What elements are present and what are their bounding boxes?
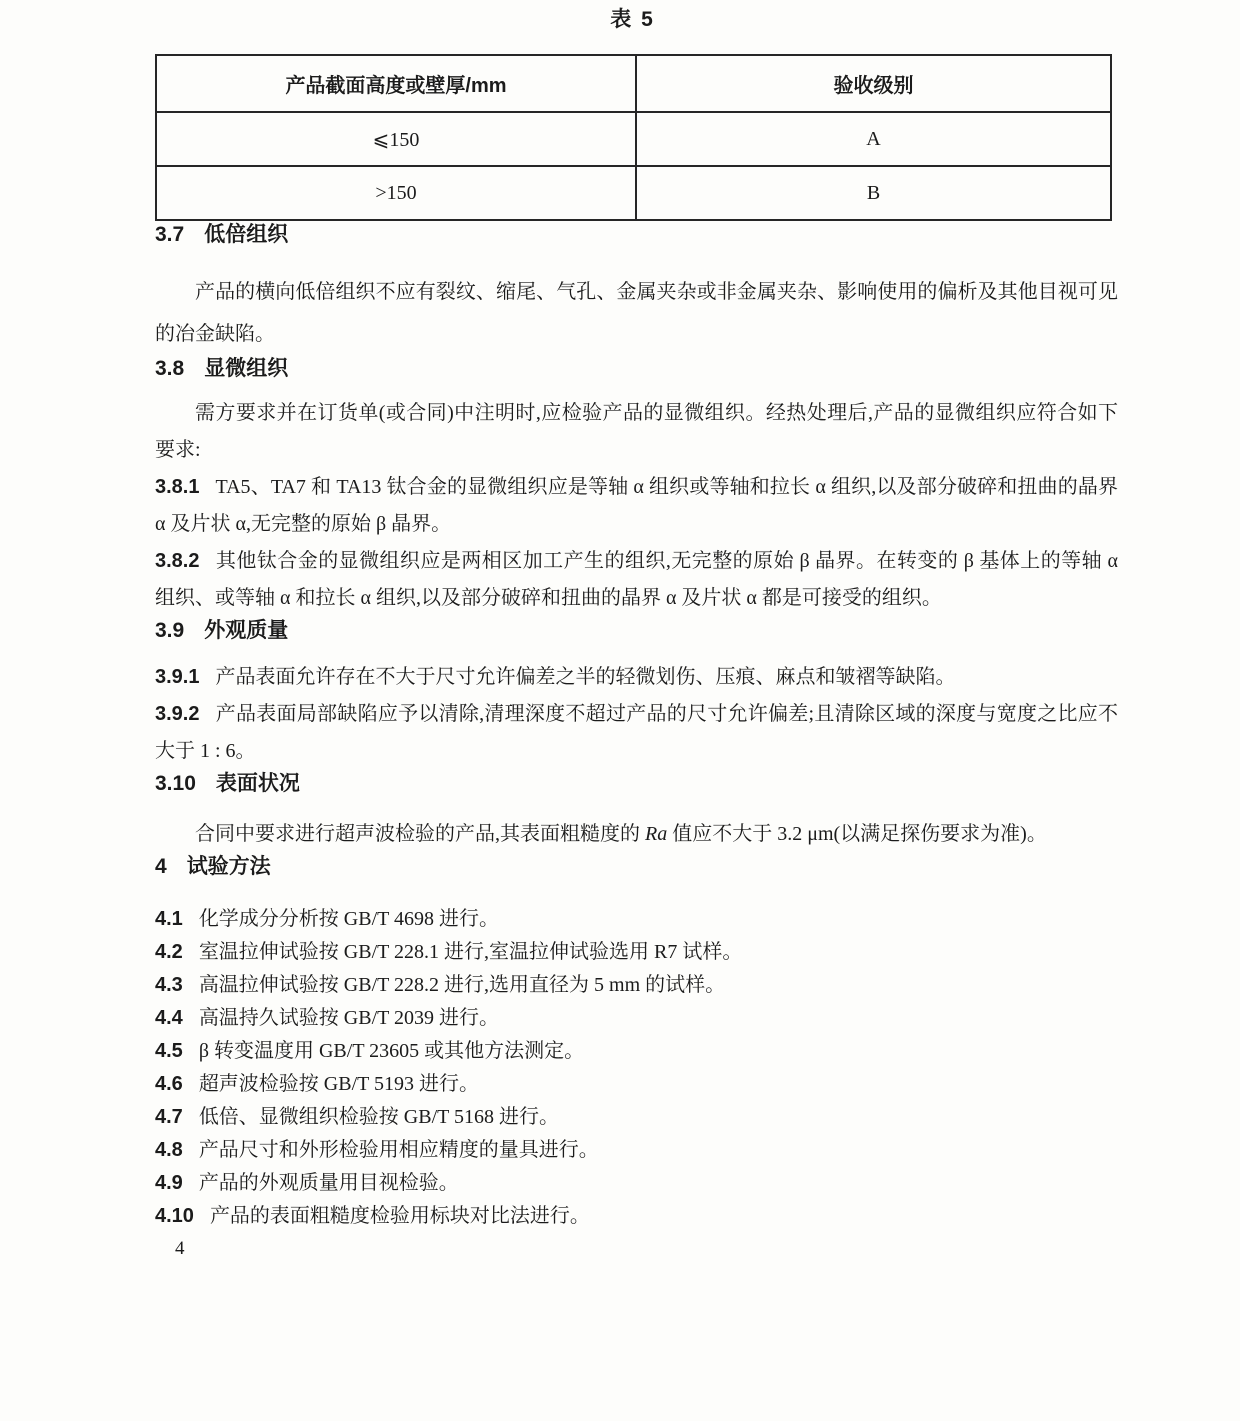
clause-4-4 <box>155 1006 1118 1030</box>
section-3-9-body <box>155 659 1118 770</box>
section-4-body <box>155 907 1118 1228</box>
section-title: 低倍组织 <box>204 223 289 246</box>
section-3-8-body <box>155 395 1118 617</box>
ra-symbol: Ra <box>645 823 668 845</box>
section-number: 4 <box>155 855 167 878</box>
clause-number: 4.3 <box>155 974 183 996</box>
clause-number: 3.8.1 <box>155 476 200 498</box>
clause-text: 高温持久试验按 GB/T 2039 进行。 <box>198 1007 500 1029</box>
paragraph-text: 值应不大于 3.2 μm(以满足探伤要求为准)。 <box>667 823 1047 845</box>
table-header-cell-grade: 验收级别 <box>636 55 1111 112</box>
section-heading-3-7 <box>155 221 1118 249</box>
clause-text: 超声波检验按 GB/T 5193 进行。 <box>198 1073 480 1095</box>
section-heading-3-10 <box>155 770 1118 798</box>
clause-text: 高温拉伸试验按 GB/T 228.2 进行,选用直径为 5 mm 的试样。 <box>198 974 726 996</box>
section-title: 显微组织 <box>204 357 289 380</box>
table-row <box>156 112 1111 166</box>
clause-text: 室温拉伸试验按 GB/T 228.1 进行,室温拉伸试验选用 R7 试样。 <box>198 941 743 963</box>
clause-3-9-1 <box>155 659 1118 696</box>
clause-4-2 <box>155 940 1118 964</box>
clause-4-3 <box>155 973 1118 997</box>
clause-4-10 <box>155 1204 1118 1228</box>
clause-number: 3.9.2 <box>155 703 200 725</box>
table-cell-thickness: ⩽150 <box>156 112 636 166</box>
section-title: 外观质量 <box>204 619 289 642</box>
paragraph-text: 合同中要求进行超声波检验的产品,其表面粗糙度的 <box>195 823 645 845</box>
clause-number: 4.7 <box>155 1106 183 1128</box>
clause-text: 低倍、显微组织检验按 GB/T 5168 进行。 <box>198 1106 560 1128</box>
table-cell-grade: A <box>636 112 1111 166</box>
clause-number: 3.9.1 <box>155 666 200 688</box>
table-cell-thickness: >150 <box>156 166 636 220</box>
clause-number: 4.5 <box>155 1040 183 1062</box>
clause-text: 产品尺寸和外形检验用相应精度的量具进行。 <box>198 1139 599 1161</box>
clause-number: 3.8.2 <box>155 550 200 572</box>
clause-text: TA5、TA7 和 TA13 钛合金的显微组织应是等轴 α 组织或等轴和拉长 α 组织,以及部分破碎和扭曲的晶界 α 及片状 α,无完整的原始 β 晶界。 <box>155 476 1118 535</box>
clause-number: 4.8 <box>155 1139 183 1161</box>
table-header-row <box>156 55 1111 112</box>
clause-text: 产品的表面粗糙度检验用标块对比法进行。 <box>209 1205 590 1227</box>
clause-text: 产品表面允许存在不大于尺寸允许偏差之半的轻微划伤、压痕、麻点和皱褶等缺陷。 <box>215 666 956 688</box>
clause-number: 4.9 <box>155 1172 183 1194</box>
clause-text: 其他钛合金的显微组织应是两相区加工产生的组织,无完整的原始 β 晶界。在转变的 β 基体上的等轴 α 组织、或等轴 α 和拉长 α 组织,以及部分破碎和扭曲的晶界 α 及片状 α 都是可接受的组织。 <box>155 550 1118 609</box>
section-heading-4 <box>155 853 1118 881</box>
clause-number: 4.4 <box>155 1007 183 1029</box>
clause-number: 4.2 <box>155 941 183 963</box>
clause-number: 4.6 <box>155 1073 183 1095</box>
clause-4-9 <box>155 1171 1118 1195</box>
section-heading-3-9 <box>155 617 1118 645</box>
clause-4-7 <box>155 1105 1118 1129</box>
clause-number: 4.1 <box>155 908 183 930</box>
table-title: 表 5 <box>610 8 655 31</box>
section-number: 3.8 <box>155 357 185 380</box>
clause-text: 产品表面局部缺陷应予以清除,清理深度不超过产品的尺寸允许偏差;且清除区域的深度与宽度之比应不大于 1 : 6。 <box>155 703 1118 762</box>
section-heading-3-8 <box>155 355 1118 383</box>
clause-4-6 <box>155 1072 1118 1096</box>
paragraph-3-8-intro: 需方要求并在订货单(或合同)中注明时,应检验产品的显微组织。经热处理后,产品的显微组织应符合如下要求: <box>155 402 1118 461</box>
section-title: 表面状况 <box>215 772 300 795</box>
table-5 <box>155 54 1112 221</box>
clause-3-8-2 <box>155 543 1118 617</box>
section-title: 试验方法 <box>186 855 271 878</box>
section-number: 3.9 <box>155 619 185 642</box>
clause-4-1 <box>155 907 1118 931</box>
paragraph-3-7: 产品的横向低倍组织不应有裂纹、缩尾、气孔、金属夹杂或非金属夹杂、影响使用的偏析及其他目视可见的冶金缺陷。 <box>155 281 1118 345</box>
section-number: 3.7 <box>155 223 185 246</box>
clause-number: 4.10 <box>155 1205 194 1227</box>
paragraph-3-10 <box>155 816 1118 853</box>
clause-text: β 转变温度用 GB/T 23605 或其他方法测定。 <box>198 1040 585 1062</box>
clause-text: 化学成分分析按 GB/T 4698 进行。 <box>198 908 500 930</box>
clause-3-9-2 <box>155 696 1118 770</box>
table-cell-grade: B <box>636 166 1111 220</box>
clause-4-5 <box>155 1039 1118 1063</box>
section-number: 3.10 <box>155 772 196 795</box>
table-row <box>156 166 1111 220</box>
clause-4-8 <box>155 1138 1118 1162</box>
page-number: 4 <box>175 1238 185 1259</box>
clause-3-8-1 <box>155 469 1118 543</box>
clause-text: 产品的外观质量用目视检验。 <box>198 1172 459 1194</box>
table-header-cell-thickness: 产品截面高度或壁厚/mm <box>156 55 636 112</box>
